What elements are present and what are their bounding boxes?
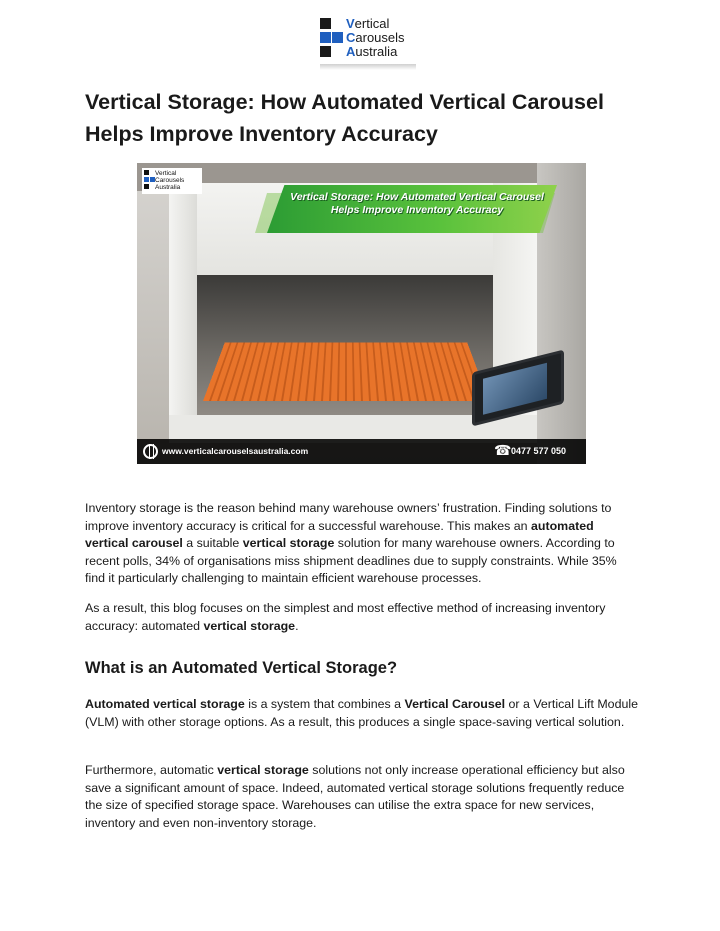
hero-banner-text: Vertical Storage: How Automated Vertical Carousel Helps Improve Inventory Accuracy xyxy=(290,191,544,216)
website-url: www.verticalcarouselsaustralia.com xyxy=(162,446,309,456)
paragraph-focus: As a result, this blog focuses on the simplest and most effective method of increasing inventory accuracy: automated vertical storage. xyxy=(85,601,606,633)
logo-squares-icon xyxy=(320,18,346,58)
carousel-tray xyxy=(203,342,489,401)
company-logo xyxy=(320,14,416,70)
globe-icon xyxy=(143,444,158,459)
hero-logo-line-2: Carousels xyxy=(155,177,185,184)
paragraph-definition: Automated vertical storage is a system that combines a Vertical Carousel or a Vertical Lift Module (VLM) with other storage options. As a result, this produces a single space-saving vertical solution. xyxy=(85,697,638,729)
phone-icon: ☎ xyxy=(494,442,512,458)
logo-line-1: Vertical xyxy=(346,16,390,31)
page-title: Vertical Storage: How Automated Vertical Carousel Helps Improve Inventory Accuracy xyxy=(85,90,604,146)
hero-logo xyxy=(142,168,202,194)
logo-line-3: Australia xyxy=(346,44,398,59)
hero-logo-line-3: Australia xyxy=(155,184,181,191)
hero-footer-bar xyxy=(137,439,586,464)
logo-line-2: Carousels xyxy=(346,30,405,45)
section-heading: What is an Automated Vertical Storage? xyxy=(85,659,398,677)
phone-number: 0477 577 050 xyxy=(511,446,567,456)
paragraph-intro: Inventory storage is the reason behind many warehouse owners’ frustration. Finding solutions to improve inventory accuracy is critical for a successful warehouse. This makes an automated vertical carousel a suitable vertical storage solution for many warehouse owners. According to recent polls, 34% of organisations miss shipment deadlines due to supply constraints. While 35% find it particularly challenging to maintain efficient warehouse processes. xyxy=(85,501,617,585)
hero-image xyxy=(137,163,586,464)
hero-logo-line-1: Vertical xyxy=(155,170,177,177)
paragraph-benefits: Furthermore, automatic vertical storage solutions not only increase operational efficiency but also save a significant amount of space. Indeed, automated vertical storage solutions frequently reduce the size of specified storage space. Warehouses can utilise the extra space for new services, inventory and even non-inventory storage. xyxy=(85,763,625,830)
